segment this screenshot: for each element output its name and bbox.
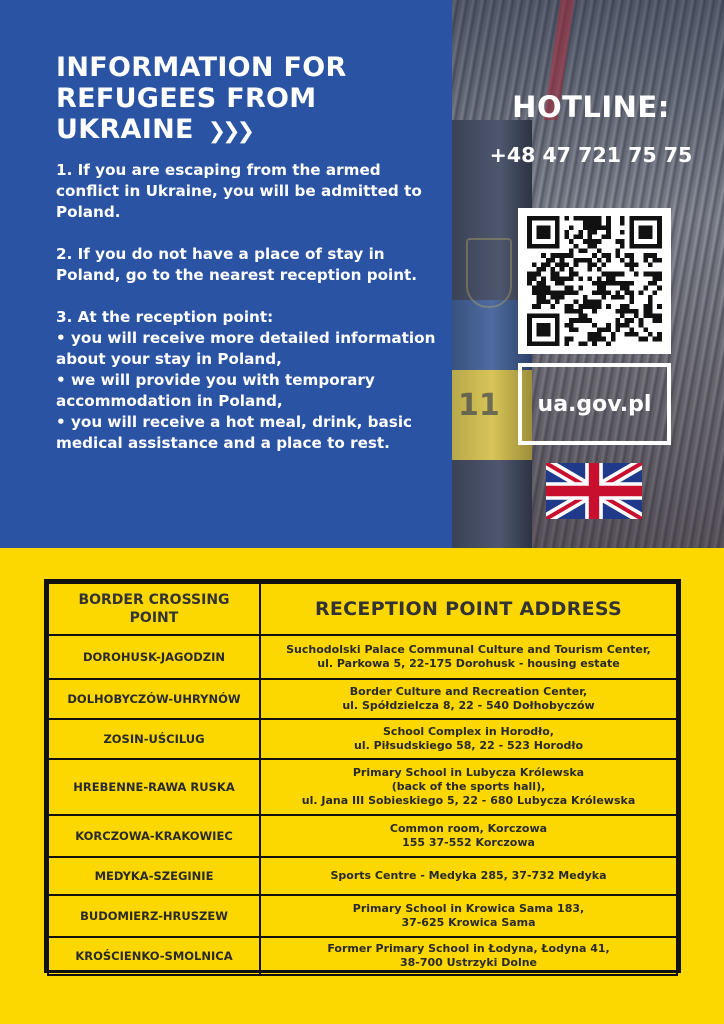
address-cell — [260, 759, 677, 815]
table-row — [48, 937, 677, 975]
crossing-point-cell: MEDYKA-SZEGINIE — [48, 857, 260, 895]
info-bullet: • you will receive a hot meal, drink, basic medical assistance and a place to rest. — [56, 413, 413, 452]
table-row — [48, 815, 677, 857]
address-cell — [260, 635, 677, 679]
address-cell — [260, 895, 677, 937]
crossing-point-cell: DOLHOBYCZÓW-UHRYNÓW — [48, 679, 260, 719]
info-bullet: • you will receive more detailed information about your stay in Poland, — [56, 329, 436, 368]
website-link[interactable]: ua.gov.pl — [518, 363, 671, 445]
uk-flag-icon[interactable] — [546, 463, 642, 519]
trident-emblem-icon — [466, 238, 512, 308]
address-line: (back of the sports hall), — [391, 780, 546, 793]
address-line: Common room, Korczowa — [389, 822, 548, 835]
crossing-point-cell: KORCZOWA-KRAKOWIEC — [48, 815, 260, 857]
crossing-point-cell: HREBENNE-RAWA RUSKA — [48, 759, 260, 815]
table-row — [48, 857, 677, 895]
border-post-photo: 11 — [452, 0, 724, 548]
address-line: School Complex in Horodło, — [383, 725, 554, 738]
reception-points-table — [44, 579, 681, 973]
info-text — [56, 160, 441, 454]
address-line: Suchodolski Palace Communal Culture and Tourism Center, — [286, 643, 651, 656]
qr-code-icon[interactable] — [518, 208, 671, 354]
info-point-2: 2. If you do not have a place of stay in Poland, go to the nearest reception point. — [56, 245, 418, 284]
address-cell — [260, 815, 677, 857]
address-line: Primary School in Lubycza Królewska — [352, 766, 585, 779]
hotline-label: HOTLINE: — [512, 90, 670, 124]
address-line: 38-700 Ustrzyki Dolne — [399, 956, 538, 969]
address-line: Border Culture and Recreation Center, — [349, 685, 588, 698]
address-line: Sports Centre - Medyka 285, 37-732 Medyka — [330, 869, 607, 882]
info-point-3: 3. At the reception point: — [56, 308, 274, 326]
crossing-point-cell: KROŚCIENKO-SMOLNICA — [48, 937, 260, 975]
crossing-point-cell: BUDOMIERZ-HRUSZEW — [48, 895, 260, 937]
hotline-number[interactable]: +48 47 721 75 75 — [489, 143, 693, 167]
address-line: ul. Parkowa 5, 22-175 Dorohusk - housing estate — [317, 657, 620, 670]
address-cell — [260, 679, 677, 719]
address-line: ul. Jana III Sobieskiego 5, 22 - 680 Lubycza Królewska — [301, 794, 636, 807]
header-border-crossing: BORDER CROSSING POINT — [48, 583, 260, 635]
info-bullet: • we will provide you with temporary accommodation in Poland, — [56, 371, 375, 410]
address-cell — [260, 719, 677, 759]
address-line: ul. Spółdzielcza 8, 22 - 540 Dołhobyczów — [342, 699, 595, 712]
chevrons-right-icon: ❯❯❯ — [207, 119, 252, 144]
info-point-1: 1. If you are escaping from the armed conflict in Ukraine, you will be admitted to Poland. — [56, 161, 422, 221]
table-row — [48, 895, 677, 937]
page-title: INFORMATION FOR REFUGEES FROM UKRAINE ❯❯❯ — [56, 52, 347, 145]
address-line: ul. Piłsudskiego 58, 22 - 523 Horodło — [353, 739, 584, 752]
address-cell — [260, 937, 677, 975]
address-line: Former Primary School in Łodyna, Łodyna 41, — [327, 942, 610, 955]
address-line: 37-625 Krowica Sama — [401, 916, 536, 929]
crossing-point-cell: ZOSIN-UŚCILUG — [48, 719, 260, 759]
table-row — [48, 759, 677, 815]
address-line: Primary School in Krowica Sama 183, — [352, 902, 585, 915]
table-row — [48, 635, 677, 679]
crossing-point-cell: DOROHUSK-JAGODZIN — [48, 635, 260, 679]
address-cell — [260, 857, 677, 895]
address-line: 155 37-552 Korczowa — [402, 836, 535, 849]
table-row — [48, 719, 677, 759]
table-row — [48, 679, 677, 719]
header-reception-address: RECEPTION POINT ADDRESS — [260, 583, 677, 635]
